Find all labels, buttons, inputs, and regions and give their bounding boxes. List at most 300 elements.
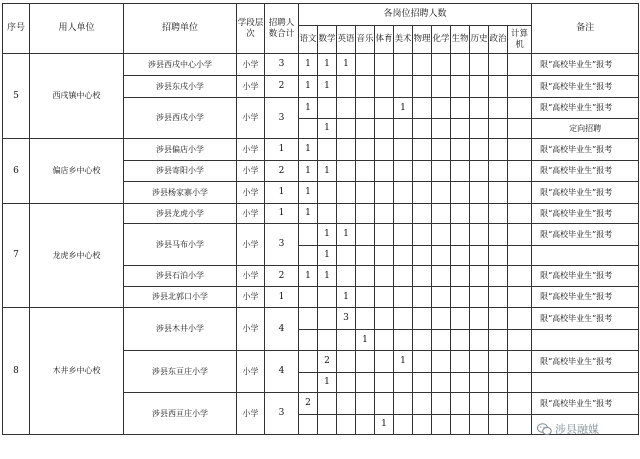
school-cell: 涉县龙虎小学	[124, 204, 237, 224]
seq-cell: 5	[3, 54, 30, 139]
subject-count-cell: 1	[318, 266, 337, 287]
school-cell: 涉县西戌中心小学	[124, 54, 237, 76]
header-subject: 物理	[413, 26, 432, 54]
subject-count-cell	[413, 161, 432, 182]
level-cell: 小学	[237, 98, 265, 139]
subject-count-cell	[470, 351, 489, 373]
total-cell: 2	[265, 161, 299, 182]
table-row	[3, 54, 639, 76]
level-cell: 小学	[237, 266, 265, 287]
subject-count-cell	[432, 119, 451, 139]
subject-count-cell	[508, 287, 532, 308]
table-row	[3, 308, 639, 330]
subject-count-cell	[356, 393, 375, 415]
subject-count-cell	[451, 393, 470, 415]
remark-cell: 定向招聘	[532, 119, 639, 139]
school-cell: 涉县寄阳小学	[124, 161, 237, 182]
subject-count-cell	[375, 76, 394, 98]
subject-count-cell	[375, 139, 394, 161]
subject-count-cell	[394, 119, 413, 139]
remark-cell: 限“高校毕业生”报考	[532, 266, 639, 287]
subject-count-cell	[318, 308, 337, 330]
subject-count-cell	[470, 415, 489, 435]
school-cell: 涉县西亘庄小学	[124, 393, 237, 435]
subject-count-cell	[413, 415, 432, 435]
subject-count-cell	[356, 287, 375, 308]
subject-count-cell	[451, 182, 470, 204]
subject-count-cell	[394, 287, 413, 308]
subject-count-cell	[356, 98, 375, 119]
subject-count-cell	[337, 161, 356, 182]
subject-count-cell	[413, 330, 432, 351]
subject-count-cell	[394, 266, 413, 287]
subject-count-cell	[337, 204, 356, 224]
subject-count-cell	[337, 76, 356, 98]
subject-count-cell	[470, 204, 489, 224]
subject-count-cell	[356, 76, 375, 98]
subject-count-cell	[508, 246, 532, 266]
subject-count-cell	[375, 161, 394, 182]
subject-count-cell	[375, 330, 394, 351]
subject-count-cell	[337, 266, 356, 287]
subject-count-cell: 1	[299, 98, 318, 119]
subject-count-cell	[432, 204, 451, 224]
header-subject: 英语	[337, 26, 356, 54]
subject-count-cell	[394, 139, 413, 161]
subject-count-cell: 1	[318, 119, 337, 139]
remark-cell	[532, 373, 639, 393]
subject-count-cell	[394, 330, 413, 351]
subject-count-cell	[375, 246, 394, 266]
table-header	[3, 4, 639, 54]
subject-count-cell	[451, 98, 470, 119]
subject-count-cell	[318, 98, 337, 119]
subject-count-cell	[356, 224, 375, 246]
subject-count-cell	[489, 246, 508, 266]
subject-count-cell	[318, 182, 337, 204]
subject-count-cell	[413, 373, 432, 393]
header-subject: 美术	[394, 26, 413, 54]
subject-count-cell	[299, 373, 318, 393]
subject-count-cell	[432, 287, 451, 308]
subject-count-cell	[413, 98, 432, 119]
subject-count-cell	[394, 415, 413, 435]
subject-count-cell	[508, 54, 532, 76]
subject-count-cell	[451, 351, 470, 373]
remark-cell: 限“高校毕业生”报考	[532, 139, 639, 161]
school-cell: 涉县北郭口小学	[124, 287, 237, 308]
subject-count-cell	[470, 224, 489, 246]
employer-cell: 龙虎乡中心校	[30, 204, 124, 308]
subject-count-cell	[375, 373, 394, 393]
table-row	[3, 139, 639, 161]
subject-count-cell	[432, 246, 451, 266]
subject-count-cell	[413, 139, 432, 161]
total-cell: 1	[265, 204, 299, 224]
subject-count-cell	[356, 308, 375, 330]
recruitment-table-container	[2, 3, 638, 437]
remark-cell: 限“高校毕业生”报考	[532, 76, 639, 98]
subject-count-cell	[489, 119, 508, 139]
school-cell: 涉县马布小学	[124, 224, 237, 266]
level-cell: 小学	[237, 308, 265, 351]
subject-count-cell	[356, 373, 375, 393]
subject-count-cell	[508, 308, 532, 330]
subject-count-cell	[413, 246, 432, 266]
subject-count-cell	[394, 393, 413, 415]
subject-count-cell	[375, 54, 394, 76]
school-cell: 涉县东戌小学	[124, 76, 237, 98]
subject-count-cell	[394, 373, 413, 393]
subject-count-cell	[337, 246, 356, 266]
remark-cell: 限“高校毕业生”报考	[532, 98, 639, 119]
subject-count-cell: 1	[299, 139, 318, 161]
remark-cell: 限“高校毕业生”报考	[532, 351, 639, 373]
header-employer: 用人单位	[30, 4, 124, 54]
subject-count-cell	[356, 415, 375, 435]
subject-count-cell	[318, 139, 337, 161]
subject-count-cell	[508, 119, 532, 139]
subject-count-cell	[337, 98, 356, 119]
subject-count-cell: 1	[318, 76, 337, 98]
remark-cell: 限“高校毕业生”报考	[532, 287, 639, 308]
subject-count-cell: 1	[299, 54, 318, 76]
subject-count-cell	[432, 351, 451, 373]
header-level: 学段层次	[237, 4, 265, 54]
subject-count-cell	[432, 373, 451, 393]
subject-count-cell	[356, 119, 375, 139]
subject-count-cell	[394, 204, 413, 224]
level-cell: 小学	[237, 351, 265, 393]
total-cell: 3	[265, 393, 299, 435]
remark-cell: 限“高校毕业生”报考	[532, 54, 639, 76]
seq-cell: 7	[3, 204, 30, 308]
subject-count-cell	[508, 415, 532, 435]
subject-count-cell	[432, 266, 451, 287]
subject-count-cell	[451, 246, 470, 266]
subject-count-cell	[508, 224, 532, 246]
watermark-text: 涉县融媒	[555, 423, 599, 436]
subject-count-cell	[375, 351, 394, 373]
seq-cell: 8	[3, 308, 30, 435]
total-cell: 1	[265, 139, 299, 161]
subject-count-cell	[470, 139, 489, 161]
subject-count-cell	[508, 266, 532, 287]
subject-count-cell: 1	[337, 287, 356, 308]
employer-cell: 偏店乡中心校	[30, 139, 124, 204]
subject-count-cell	[470, 246, 489, 266]
subject-count-cell	[337, 182, 356, 204]
subject-count-cell: 1	[394, 98, 413, 119]
subject-count-cell	[489, 224, 508, 246]
header-school: 招聘单位	[124, 4, 237, 54]
subject-count-cell	[470, 182, 489, 204]
subject-count-cell	[375, 287, 394, 308]
subject-count-cell: 2	[318, 351, 337, 373]
subject-count-cell	[413, 119, 432, 139]
school-cell: 涉县西戌小学	[124, 98, 237, 139]
subject-count-cell	[356, 182, 375, 204]
subject-count-cell	[508, 351, 532, 373]
subject-count-cell	[489, 393, 508, 415]
subject-count-cell	[432, 76, 451, 98]
subject-count-cell: 1	[318, 373, 337, 393]
subject-count-cell	[375, 98, 394, 119]
subject-count-cell: 1	[299, 266, 318, 287]
subject-count-cell	[318, 330, 337, 351]
header-subject: 政治	[489, 26, 508, 54]
table-row	[3, 204, 639, 224]
level-cell: 小学	[237, 76, 265, 98]
total-cell: 3	[265, 54, 299, 76]
subject-count-cell	[489, 182, 508, 204]
subject-count-cell: 3	[337, 308, 356, 330]
subject-count-cell	[451, 415, 470, 435]
subject-count-cell	[451, 373, 470, 393]
subject-count-cell	[432, 98, 451, 119]
total-cell: 1	[265, 287, 299, 308]
subject-count-cell	[413, 308, 432, 330]
header-subject: 数学	[318, 26, 337, 54]
total-cell: 3	[265, 98, 299, 139]
subject-count-cell	[451, 224, 470, 246]
subject-count-cell	[413, 182, 432, 204]
subject-count-cell: 1	[318, 161, 337, 182]
subject-count-cell	[375, 308, 394, 330]
subject-count-cell	[451, 161, 470, 182]
subject-count-cell	[508, 393, 532, 415]
subject-count-cell	[299, 224, 318, 246]
subject-count-cell	[489, 351, 508, 373]
subject-count-cell	[451, 266, 470, 287]
subject-count-cell	[451, 308, 470, 330]
subject-count-cell	[489, 98, 508, 119]
subject-count-cell	[508, 373, 532, 393]
subject-count-cell	[356, 54, 375, 76]
total-cell: 2	[265, 76, 299, 98]
seq-cell: 6	[3, 139, 30, 204]
remark-cell: 限“高校毕业生”报考	[532, 204, 639, 224]
subject-count-cell	[470, 161, 489, 182]
subject-count-cell	[375, 204, 394, 224]
subject-count-cell	[337, 139, 356, 161]
subject-count-cell	[318, 287, 337, 308]
level-cell: 小学	[237, 54, 265, 76]
subject-count-cell: 1	[318, 224, 337, 246]
employer-cell: 西戌镇中心校	[30, 54, 124, 139]
subject-count-cell	[432, 139, 451, 161]
subject-count-cell	[394, 308, 413, 330]
subject-count-cell	[470, 287, 489, 308]
subject-count-cell	[413, 266, 432, 287]
subject-count-cell	[299, 415, 318, 435]
subject-count-cell	[394, 161, 413, 182]
wechat-logo-icon	[537, 423, 552, 436]
subject-count-cell	[356, 246, 375, 266]
subject-count-cell	[508, 204, 532, 224]
level-cell: 小学	[237, 182, 265, 204]
subject-count-cell	[413, 287, 432, 308]
total-cell: 4	[265, 308, 299, 351]
subject-count-cell	[413, 224, 432, 246]
subject-count-cell	[413, 204, 432, 224]
subject-count-cell	[356, 204, 375, 224]
subject-count-cell	[375, 224, 394, 246]
subject-count-cell	[508, 76, 532, 98]
subject-count-cell	[356, 351, 375, 373]
employer-cell: 木井乡中心校	[30, 308, 124, 435]
header-subject: 体育	[375, 26, 394, 54]
remark-cell: 限“高校毕业生”报考	[532, 224, 639, 246]
subject-count-cell	[318, 415, 337, 435]
subject-count-cell	[451, 287, 470, 308]
subject-count-cell	[356, 139, 375, 161]
header-subject: 计算机	[508, 26, 532, 54]
subject-count-cell	[489, 161, 508, 182]
subject-count-cell	[318, 393, 337, 415]
subject-count-cell	[508, 182, 532, 204]
subject-count-cell: 1	[356, 330, 375, 351]
subject-count-cell: 1	[375, 415, 394, 435]
subject-count-cell: 1	[337, 54, 356, 76]
subject-count-cell	[470, 330, 489, 351]
subject-count-cell	[432, 224, 451, 246]
remark-cell: 限“高校毕业生”报考	[532, 393, 639, 415]
recruitment-table	[2, 3, 639, 435]
subject-count-cell	[299, 287, 318, 308]
school-cell: 涉县杨家寨小学	[124, 182, 237, 204]
total-cell: 1	[265, 182, 299, 204]
level-cell: 小学	[237, 204, 265, 224]
subject-count-cell	[451, 139, 470, 161]
subject-count-cell: 1	[299, 204, 318, 224]
header-subject: 生物	[451, 26, 470, 54]
school-cell: 涉县东亘庄小学	[124, 351, 237, 393]
header-subject: 化学	[432, 26, 451, 54]
subject-count-cell	[489, 308, 508, 330]
subject-count-cell	[470, 266, 489, 287]
subject-count-cell	[508, 330, 532, 351]
subject-count-cell	[470, 76, 489, 98]
subject-count-cell	[451, 330, 470, 351]
subject-count-cell	[394, 54, 413, 76]
subject-count-cell	[489, 76, 508, 98]
subject-count-cell	[394, 76, 413, 98]
subject-count-cell: 1	[337, 224, 356, 246]
subject-count-cell	[432, 308, 451, 330]
subject-count-cell	[413, 393, 432, 415]
school-cell: 涉县偏店小学	[124, 139, 237, 161]
subject-count-cell	[375, 182, 394, 204]
subject-count-cell: 1	[299, 76, 318, 98]
subject-count-cell	[489, 139, 508, 161]
level-cell: 小学	[237, 287, 265, 308]
subject-count-cell	[470, 54, 489, 76]
subject-count-cell: 1	[299, 182, 318, 204]
subject-count-cell	[470, 119, 489, 139]
subject-count-cell	[489, 204, 508, 224]
remark-cell	[532, 246, 639, 266]
subject-count-cell	[413, 54, 432, 76]
subject-count-cell: 1	[394, 351, 413, 373]
subject-count-cell	[508, 161, 532, 182]
subject-count-cell	[356, 161, 375, 182]
header-total: 招聘人数合计	[265, 4, 299, 54]
subject-count-cell	[489, 54, 508, 76]
subject-count-cell	[451, 54, 470, 76]
subject-count-cell	[394, 224, 413, 246]
subject-count-cell	[394, 182, 413, 204]
subject-count-cell	[337, 351, 356, 373]
subject-count-cell	[489, 415, 508, 435]
subject-count-cell	[337, 393, 356, 415]
subject-count-cell	[432, 330, 451, 351]
total-cell: 2	[265, 266, 299, 287]
watermark	[537, 421, 599, 437]
remark-cell: 限“高校毕业生”报考	[532, 182, 639, 204]
subject-count-cell	[470, 373, 489, 393]
subject-count-cell	[508, 139, 532, 161]
header-subject: 历史	[470, 26, 489, 54]
header-subject: 音乐	[356, 26, 375, 54]
subject-count-cell: 2	[299, 393, 318, 415]
school-cell: 涉县木井小学	[124, 308, 237, 351]
subject-count-cell	[337, 373, 356, 393]
subject-count-cell	[413, 351, 432, 373]
level-cell: 小学	[237, 224, 265, 266]
header-positions-group: 各岗位招聘人数	[299, 4, 532, 26]
subject-count-cell	[337, 330, 356, 351]
subject-count-cell	[432, 415, 451, 435]
subject-count-cell: 1	[318, 246, 337, 266]
subject-count-cell	[337, 119, 356, 139]
subject-count-cell	[299, 246, 318, 266]
subject-count-cell	[432, 393, 451, 415]
subject-count-cell	[489, 330, 508, 351]
subject-count-cell	[470, 308, 489, 330]
subject-count-cell	[451, 76, 470, 98]
subject-count-cell	[356, 266, 375, 287]
subject-count-cell	[470, 98, 489, 119]
level-cell: 小学	[237, 393, 265, 435]
subject-count-cell	[318, 204, 337, 224]
subject-count-cell	[489, 373, 508, 393]
remark-cell: 限“高校毕业生”报考	[532, 161, 639, 182]
subject-count-cell: 1	[318, 54, 337, 76]
subject-count-cell	[470, 393, 489, 415]
subject-count-cell	[489, 266, 508, 287]
subject-count-cell	[299, 351, 318, 373]
subject-count-cell	[375, 119, 394, 139]
subject-count-cell	[508, 98, 532, 119]
subject-count-cell	[432, 182, 451, 204]
subject-count-cell: 1	[299, 161, 318, 182]
subject-count-cell	[489, 287, 508, 308]
subject-count-cell	[432, 54, 451, 76]
subject-count-cell	[413, 76, 432, 98]
remark-cell: 限“高校毕业生”报考	[532, 308, 639, 330]
level-cell: 小学	[237, 161, 265, 182]
total-cell: 3	[265, 224, 299, 266]
level-cell: 小学	[237, 139, 265, 161]
subject-count-cell	[299, 119, 318, 139]
subject-count-cell	[451, 119, 470, 139]
table-body	[3, 54, 639, 435]
subject-count-cell	[432, 161, 451, 182]
header-remarks: 备注	[532, 4, 639, 54]
subject-count-cell	[451, 204, 470, 224]
subject-count-cell	[375, 393, 394, 415]
